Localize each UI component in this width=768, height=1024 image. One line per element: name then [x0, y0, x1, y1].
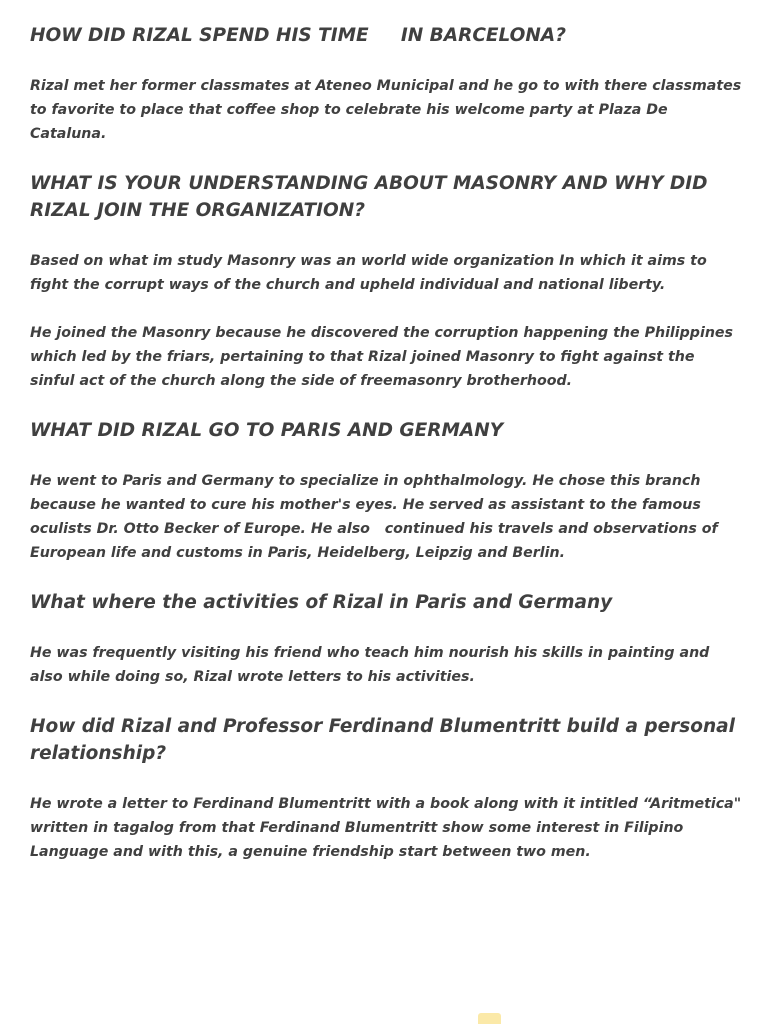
answer-paragraph: Rizal met her former classmates at Ateneo Municipal and he go to with there classmates to favorite to place that coffee shop to celebrate his welcome party at Plaza De Cataluna.	[30, 78, 747, 142]
question-heading: WHAT IS YOUR UNDERSTANDING ABOUT MASONRY AND WHY DID RIZAL JOIN THE ORGANIZATION?	[30, 173, 714, 221]
answer-paragraph: He joined the Masonry because he discovered the corruption happening the Philippines which led by the friars, pertaining to that Rizal joined Masonry to fight against the sinful act of the church along the side of freemasonry brotherhood.	[30, 325, 738, 389]
question-heading: HOW DID RIZAL SPEND HIS TIME IN BARCELONA?	[30, 25, 566, 46]
question-heading: What where the activities of Rizal in Paris and Germany	[30, 592, 613, 613]
answer-paragraph: He wrote a letter to Ferdinand Blumentritt with a book along with it intitled “Aritmetica" written in tagalog from that Ferdinand Blumentritt show some interest in Filipino Language and with this, a genuine friendship start between two men.	[30, 796, 747, 860]
document-body	[30, 22, 747, 864]
text-cursor-handle[interactable]	[478, 1013, 501, 1024]
answer-paragraph: Based on what im study Masonry was an world wide organization In which it aims to fight the corrupt ways of the church and upheld individual and national liberty.	[30, 253, 712, 293]
question-heading: WHAT DID RIZAL GO TO PARIS AND GERMANY	[30, 420, 504, 441]
answer-paragraph: He went to Paris and Germany to specialize in ophthalmology. He chose this branch because he wanted to cure his mother's eyes. He served as assistant to the famous oculists Dr. Otto Becker of Europe. He also continued his travels and observations of European life and customs in Paris, Heidelberg, Leipzig and Berlin.	[30, 473, 723, 561]
question-heading: How did Rizal and Professor Ferdinand Blumentritt build a personal relationship?	[30, 716, 742, 764]
answer-paragraph: He was frequently visiting his friend who teach him nourish his skills in painting and also while doing so, Rizal wrote letters to his activities.	[30, 645, 715, 685]
